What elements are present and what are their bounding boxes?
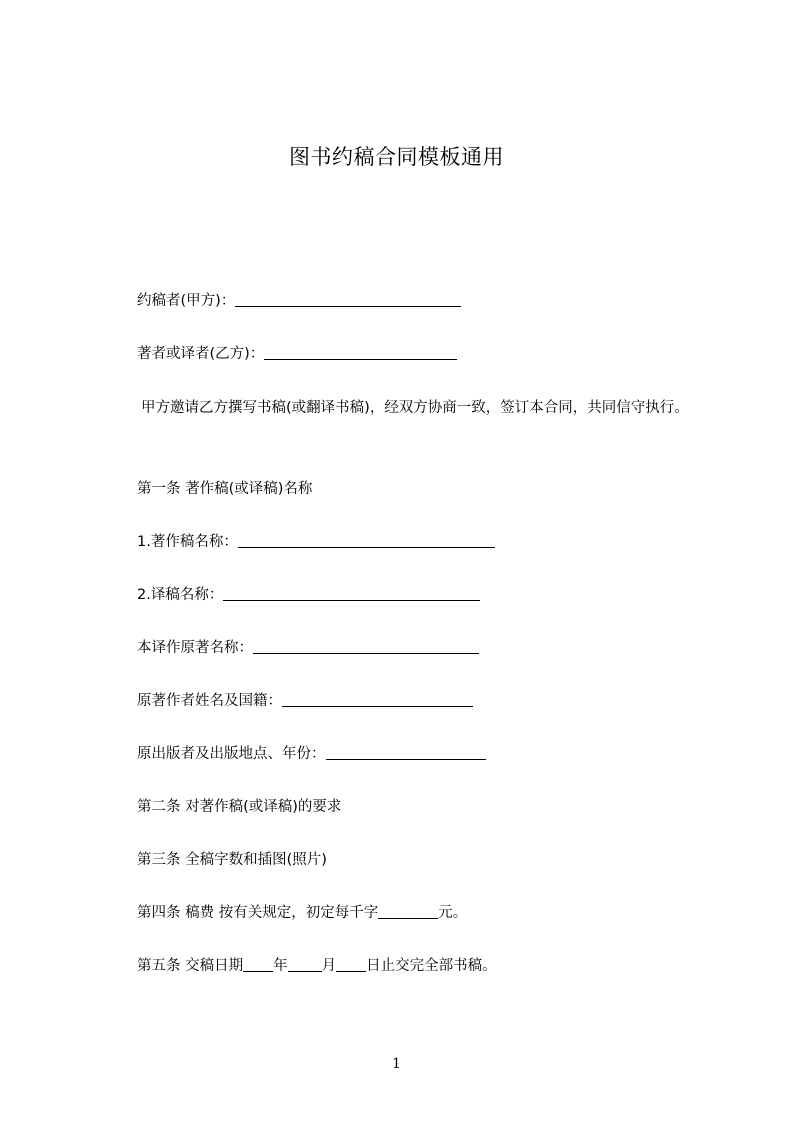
intro-paragraph [137, 395, 701, 422]
item-1-line [137, 532, 495, 552]
item-4-blank [282, 692, 473, 707]
item-5-blank [326, 745, 486, 760]
party-a-blank [235, 292, 461, 307]
item-3-line [137, 638, 479, 658]
fee-blank [378, 904, 438, 919]
article-4-prefix: 第四条 稿费 按有关规定，初定每千字 [137, 905, 379, 921]
item-2-label: 2.译稿名称： [137, 587, 224, 603]
item-5-label: 原出版者及出版地点、年份： [137, 746, 326, 762]
party-a-label: 约稿者(甲方)： [137, 293, 236, 309]
article-1-heading: 第一条 著作稿(或译稿)名称 [137, 481, 313, 497]
party-b-blank [264, 345, 457, 360]
article-5-line [137, 956, 497, 976]
item-3-blank [253, 639, 479, 654]
document-title: 图书约稿合同模板通用 [289, 145, 504, 169]
article-4-suffix: 元。 [438, 905, 468, 921]
item-3-label: 本译作原著名称： [137, 640, 253, 656]
article-5-suffix: 日止交完全部书稿。 [366, 958, 497, 974]
item-4-line [137, 691, 473, 711]
item-2-line [137, 585, 480, 605]
item-1-label: 1.著作稿名称： [137, 534, 238, 550]
article-4-line [137, 903, 467, 923]
month-label: 月 [321, 958, 337, 974]
item-2-blank [223, 586, 480, 601]
year-blank [243, 957, 273, 972]
article-3-heading: 第三条 全稿字数和插图(照片) [137, 852, 327, 868]
page-number: 1 [392, 1056, 401, 1072]
party-b-label: 著者或译者(乙方)： [137, 346, 265, 362]
intro-text: 甲方邀请乙方撰写书稿(或翻译书稿)，经双方协商一致，签订本合同，共同信守执行。 [141, 400, 689, 416]
day-blank [336, 957, 366, 972]
article-2-heading: 第二条 对著作稿(或译稿)的要求 [137, 799, 342, 815]
party-b-line [137, 344, 457, 364]
month-blank [288, 957, 322, 972]
party-a-line [137, 291, 461, 311]
year-label: 年 [273, 958, 288, 974]
item-5-line [137, 744, 486, 764]
article-5-prefix: 第五条 交稿日期 [137, 958, 244, 974]
item-1-blank [238, 533, 495, 548]
item-4-label: 原著作者姓名及国籍： [137, 693, 282, 709]
